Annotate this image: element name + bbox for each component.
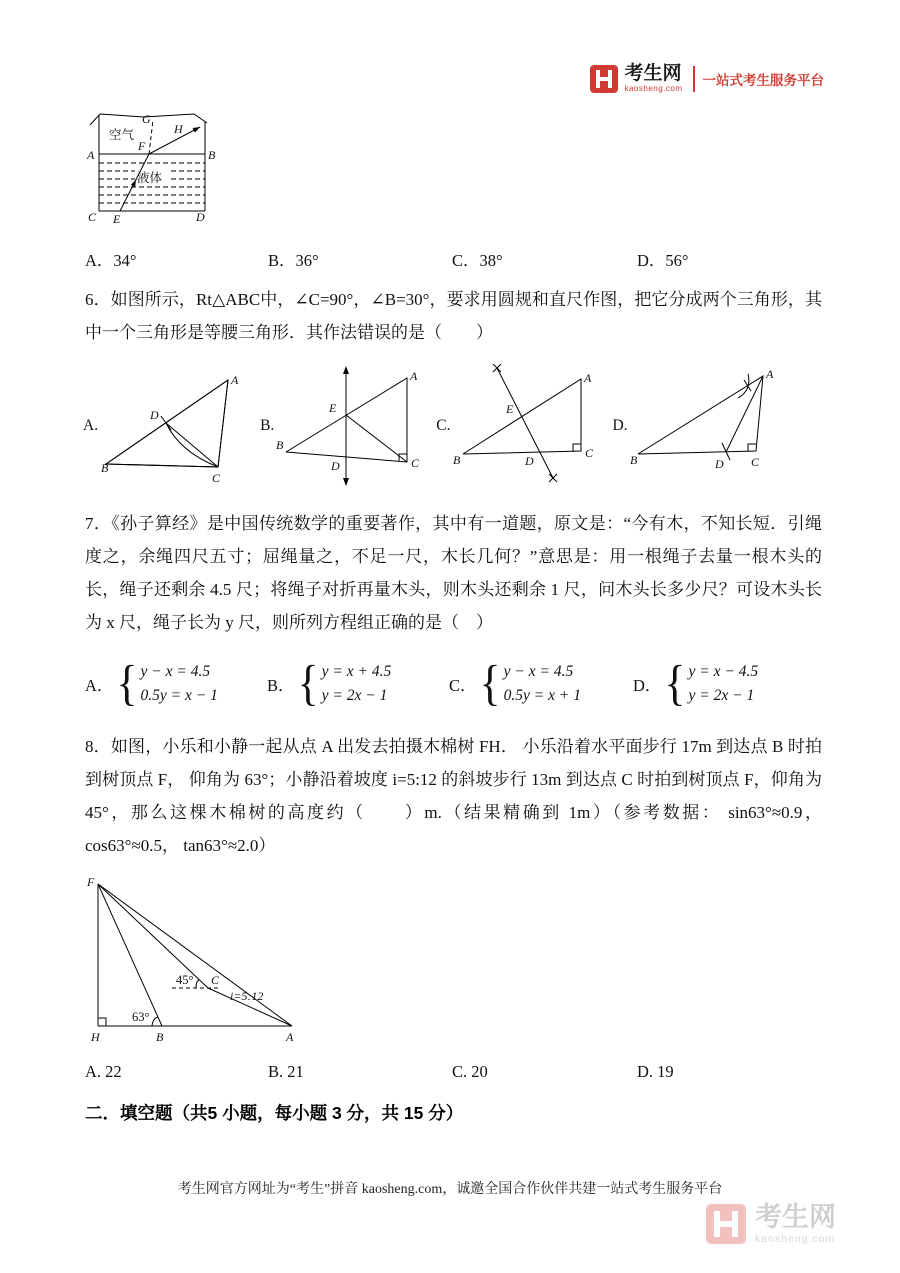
point-label-a: A [583, 370, 591, 385]
q8-options [85, 1062, 822, 1086]
q7-option-d-label: D． [633, 676, 662, 695]
logo-tagline: 一站式考生服务平台 [702, 72, 824, 88]
q5-option-b [268, 247, 319, 271]
q5-option-c-value: 38° [479, 251, 503, 270]
refraction-diagram [86, 108, 224, 226]
q7-option-b-eq1: y = x + 4.5 [321, 663, 392, 680]
q7-option-d [633, 656, 759, 711]
point-label-f: F [87, 875, 95, 889]
point-label-b: B [276, 437, 284, 452]
q8-option-d [637, 1062, 674, 1082]
point-label-d: D [714, 456, 724, 471]
q5-option-c-label: C． [452, 251, 480, 270]
q6-figure-d [613, 364, 790, 489]
q5-option-d-value: 56° [665, 251, 689, 270]
point-label-e: E [329, 400, 337, 415]
q8-option-c-label: C. [452, 1062, 472, 1081]
q7-option-c [449, 656, 581, 711]
point-label-a: A [765, 366, 773, 381]
q6-figure-b-drawing [276, 364, 436, 489]
q8-option-d-label: D. [637, 1062, 658, 1081]
q7-option-b [267, 656, 392, 711]
q5-option-b-value: 36° [295, 251, 319, 270]
point-label-a: A [410, 368, 418, 383]
angle-45-label: 45° [176, 973, 194, 987]
q6-figure-d-label: D. [612, 417, 628, 434]
point-label-f: F [138, 139, 146, 153]
q5-options [85, 247, 822, 271]
point-label-a: A [87, 148, 95, 162]
kaosheng-watermark-icon [706, 1204, 746, 1244]
point-label-e: E [505, 401, 513, 416]
watermark-brand-text: 考生网 [755, 1202, 836, 1232]
point-label-a: A [286, 1030, 294, 1044]
q6-figure-b [260, 364, 436, 489]
q8-option-b-label: B. [268, 1062, 288, 1081]
q6-figure-a-label: A. [83, 417, 99, 434]
q8-option-d-value: 19 [657, 1062, 674, 1081]
q5-option-a-label: A． [85, 251, 114, 270]
q6-figure-c [436, 364, 612, 489]
q6-figure-c-drawing [453, 364, 613, 489]
q8-option-a-label: A. [85, 1062, 106, 1081]
q7-option-a [85, 656, 218, 711]
point-label-g: G [142, 112, 151, 126]
q8-option-c [452, 1062, 488, 1082]
point-label-d: D [524, 453, 534, 468]
q6-figure-c-label: C. [436, 417, 451, 434]
question-7-text: 7．《孙子算经》是中国传统数学的重要著作，其中有一道题，原文是：“今有木，不知长短．引绳度之，余绳四尺五寸；屈绳量之，不足一尺，木长几何？”意思是：用一根绳子去量一根木头的长，绳子还剩余 4.5 尺；将绳子对折再量木头，则木头还剩余 1 尺，问木头长多少尺？可设木头长为 x 尺，绳子长为 y 尺，则所列方程组正确的是（ ） [85, 514, 822, 632]
slope-ratio-label: i=5:12 [230, 989, 264, 1003]
logo-brand-text: 考生网 [624, 63, 682, 84]
point-label-d: D [331, 458, 340, 473]
liquid-label: 液体 [137, 171, 163, 185]
q7-option-d-eq1: y = x − 4.5 [688, 663, 759, 680]
q6-figure-a [83, 364, 260, 489]
point-label-h: H [91, 1030, 100, 1044]
air-label: 空气 [109, 128, 135, 142]
watermark-text-block [755, 1204, 836, 1245]
brace-symbol: { [297, 656, 319, 711]
q6-figure-a-drawing [100, 364, 260, 489]
point-label-b: B [156, 1030, 164, 1044]
q7-option-a-eq1: y − x = 4.5 [140, 663, 211, 680]
q6-figure-d-drawing [630, 364, 790, 489]
point-label-h: H [174, 122, 183, 136]
logo-divider [693, 66, 695, 92]
point-label-b: B [629, 452, 637, 467]
kaosheng-logo-icon [590, 65, 618, 93]
q5-option-c [452, 247, 503, 271]
brace-symbol: { [116, 656, 138, 711]
q8-option-a [85, 1062, 122, 1082]
q8-option-a-value: 22 [105, 1062, 122, 1081]
point-label-c: C [584, 445, 593, 460]
q8-option-c-value: 20 [471, 1062, 488, 1081]
logo-text-block [624, 64, 682, 93]
point-label-c: C [88, 210, 97, 224]
q7-option-a-label: A． [85, 676, 114, 695]
q5-option-b-label: B． [268, 251, 296, 270]
point-label-b: B [101, 460, 109, 475]
point-label-b: B [208, 148, 216, 162]
point-label-a: A [231, 372, 239, 387]
q7-option-a-eq2: 0.5y = x − 1 [140, 687, 218, 704]
point-label-d: D [150, 407, 159, 422]
q5-option-d-label: D． [637, 251, 666, 270]
angle-63-label: 63° [132, 1010, 150, 1024]
point-label-c: C [750, 454, 759, 469]
watermark-domain-text: kaosheng.com [755, 1233, 836, 1245]
point-label-c: C [212, 470, 221, 485]
point-label-c: C [211, 973, 220, 987]
q7-option-d-eq2: y = 2x − 1 [688, 687, 755, 704]
point-label-c: C [411, 455, 420, 470]
q7-option-c-eq2: 0.5y = x + 1 [503, 687, 581, 704]
kaosheng-watermark [706, 1204, 836, 1245]
q6-figure-b-label: B. [260, 417, 275, 434]
q8-option-b-value: 21 [287, 1062, 304, 1081]
brace-symbol: { [664, 656, 686, 711]
q7-option-b-eq2: y = 2x − 1 [321, 687, 388, 704]
brace-symbol: { [479, 656, 501, 711]
point-label-e: E [113, 212, 121, 226]
q7-option-c-label: C． [449, 676, 477, 695]
q8-option-b [268, 1062, 304, 1082]
section-2-heading: 二．填空题（共5 小题，每小题 3 分，共 15 分） [85, 1103, 464, 1123]
question-6-text: 6．如图所示，Rt△ABC中，∠C=90°，∠B=30°，要求用圆规和直尺作图，把它分成两个三角形，其中一个三角形是等腰三角形．其作法错误的是（ ） [85, 290, 822, 342]
q6-figures-row [83, 352, 825, 500]
q7-option-c-eq1: y − x = 4.5 [503, 663, 574, 680]
footer-text: 考生网官方网址为“考生”拼音 kaosheng.com，诚邀全国合作伙伴共建一站式考生服务平台 [177, 1182, 723, 1197]
question-8-text: 8．如图，小乐和小静一起从点 A 出发去拍摄木棉树 FH． 小乐沿着水平面步行 17m 到达点 B 时拍到树顶点 F， 仰角为 63°；小静沿着坡度 i=5:12 的斜坡步行 13m 到达点 C 时拍到树顶点 F，仰角为 45°，那么这棵木棉树的高度约（ ）m.（结果精确到 1m）（参考数据： sin63°≈0.9， cos63°≈0.5， tan63°≈2.0） [85, 737, 822, 855]
point-label-d: D [196, 210, 205, 224]
q5-option-a-value: 34° [113, 251, 137, 270]
q7-option-b-label: B． [267, 676, 295, 695]
q5-option-a [85, 247, 137, 271]
tree-height-diagram [84, 874, 329, 1052]
point-label-b: B [452, 452, 460, 467]
q5-option-d [637, 247, 689, 271]
logo-domain-text: kaosheng.com [624, 84, 683, 93]
q7-options [85, 656, 822, 718]
site-logo [590, 64, 824, 93]
